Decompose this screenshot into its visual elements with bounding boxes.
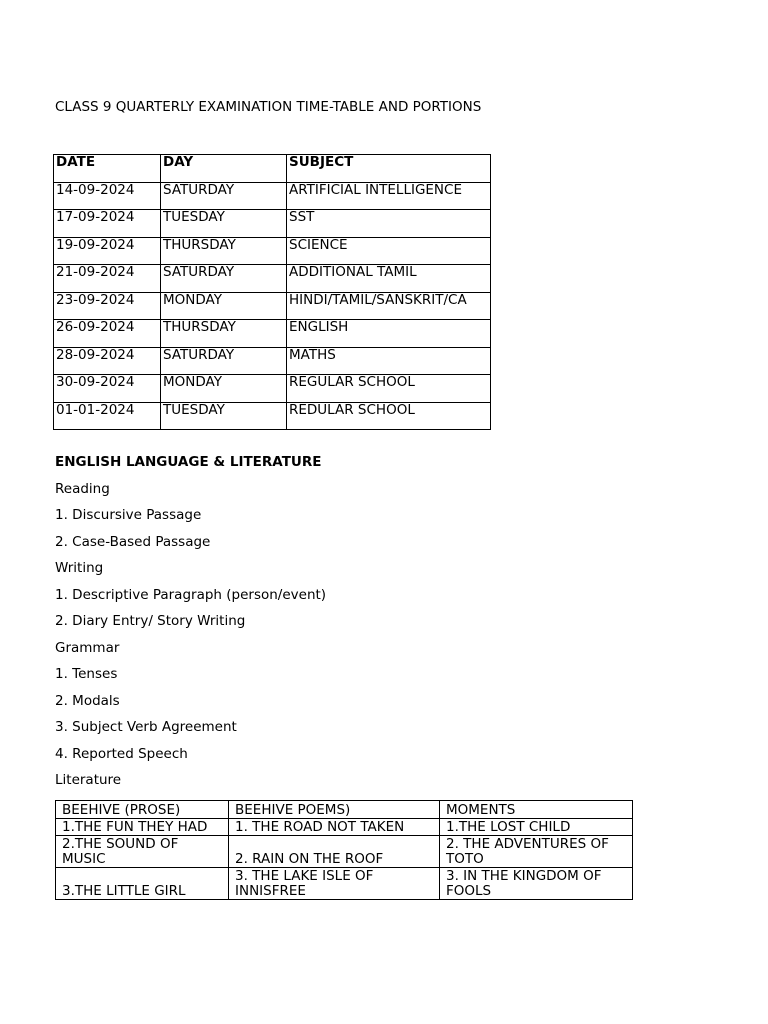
literature-label: Literature bbox=[55, 772, 122, 788]
table-row bbox=[54, 210, 491, 238]
cell-date: 21-09-2024 bbox=[54, 265, 161, 293]
cell-day: TUESDAY bbox=[161, 402, 287, 430]
header-poems: BEEHIVE POEMS) bbox=[229, 801, 440, 819]
writing-label: Writing bbox=[55, 560, 104, 576]
cell-day: THURSDAY bbox=[161, 237, 287, 265]
table-row bbox=[56, 819, 633, 836]
cell-prose: 3.THE LITTLE GIRL bbox=[56, 868, 229, 900]
cell-prose: 2.THE SOUND OF MUSIC bbox=[56, 836, 229, 868]
list-item: 1. Discursive Passage bbox=[55, 507, 202, 523]
grammar-label: Grammar bbox=[55, 639, 120, 656]
list-item: 4. Reported Speech bbox=[55, 745, 188, 762]
cell-date: 17-09-2024 bbox=[54, 210, 161, 238]
cell-subject: REDULAR SCHOOL bbox=[287, 402, 491, 430]
table-header-row bbox=[56, 801, 633, 819]
cell-day: SATURDAY bbox=[161, 182, 287, 210]
cell-moments: 2. THE ADVENTURES OF TOTO bbox=[440, 836, 633, 868]
cell-subject: ADDITIONAL TAMIL bbox=[287, 265, 491, 293]
header-day: DAY bbox=[161, 155, 287, 183]
table-row bbox=[54, 182, 491, 210]
header-subject: SUBJECT bbox=[287, 155, 491, 183]
cell-date: 26-09-2024 bbox=[54, 320, 161, 348]
cell-date: 23-09-2024 bbox=[54, 292, 161, 320]
cell-subject: SCIENCE bbox=[287, 237, 491, 265]
list-item: 2. Diary Entry/ Story Writing bbox=[55, 613, 246, 629]
header-moments: MOMENTS bbox=[440, 801, 633, 819]
cell-moments: 3. IN THE KINGDOM OF FOOLS bbox=[440, 868, 633, 900]
cell-subject: HINDI/TAMIL/SANSKRIT/CA bbox=[287, 292, 491, 320]
list-item: 2. Case-Based Passage bbox=[55, 533, 211, 550]
literature-table bbox=[55, 800, 633, 900]
english-portions bbox=[55, 453, 705, 798]
table-row bbox=[54, 320, 491, 348]
cell-date: 28-09-2024 bbox=[54, 347, 161, 375]
table-row bbox=[56, 836, 633, 868]
cell-poem: 3. THE LAKE ISLE OF INNISFREE bbox=[229, 868, 440, 900]
list-item: 1. Tenses bbox=[55, 666, 118, 682]
cell-poem: 1. THE ROAD NOT TAKEN bbox=[229, 819, 440, 836]
table-row bbox=[54, 402, 491, 430]
page-title: CLASS 9 QUARTERLY EXAMINATION TIME-TABLE AND PORTIONS bbox=[55, 99, 482, 115]
cell-day: SATURDAY bbox=[161, 347, 287, 375]
cell-date: 14-09-2024 bbox=[54, 182, 161, 210]
exam-timetable bbox=[53, 154, 491, 430]
header-date: DATE bbox=[54, 155, 161, 183]
cell-subject: REGULAR SCHOOL bbox=[287, 375, 491, 403]
cell-day: THURSDAY bbox=[161, 320, 287, 348]
table-row bbox=[54, 265, 491, 293]
cell-day: MONDAY bbox=[161, 292, 287, 320]
table-row bbox=[54, 292, 491, 320]
list-item: 2. Modals bbox=[55, 692, 120, 709]
list-item: 1. Descriptive Paragraph (person/event) bbox=[55, 586, 327, 603]
table-row bbox=[54, 347, 491, 375]
cell-day: SATURDAY bbox=[161, 265, 287, 293]
section-heading: ENGLISH LANGUAGE & LITERATURE bbox=[55, 454, 322, 470]
cell-day: MONDAY bbox=[161, 375, 287, 403]
reading-label: Reading bbox=[55, 480, 110, 497]
list-item: 3. Subject Verb Agreement bbox=[55, 719, 237, 735]
table-row bbox=[54, 237, 491, 265]
cell-poem: 2. RAIN ON THE ROOF bbox=[229, 836, 440, 868]
table-row bbox=[56, 868, 633, 900]
cell-date: 30-09-2024 bbox=[54, 375, 161, 403]
cell-day: TUESDAY bbox=[161, 210, 287, 238]
cell-moments: 1.THE LOST CHILD bbox=[440, 819, 633, 836]
table-row bbox=[54, 375, 491, 403]
cell-subject: SST bbox=[287, 210, 491, 238]
table-header-row bbox=[54, 155, 491, 183]
header-prose: BEEHIVE (PROSE) bbox=[56, 801, 229, 819]
cell-subject: ARTIFICIAL INTELLIGENCE bbox=[287, 182, 491, 210]
cell-date: 19-09-2024 bbox=[54, 237, 161, 265]
cell-subject: ENGLISH bbox=[287, 320, 491, 348]
cell-date: 01-01-2024 bbox=[54, 402, 161, 430]
cell-subject: MATHS bbox=[287, 347, 491, 375]
cell-prose: 1.THE FUN THEY HAD bbox=[56, 819, 229, 836]
